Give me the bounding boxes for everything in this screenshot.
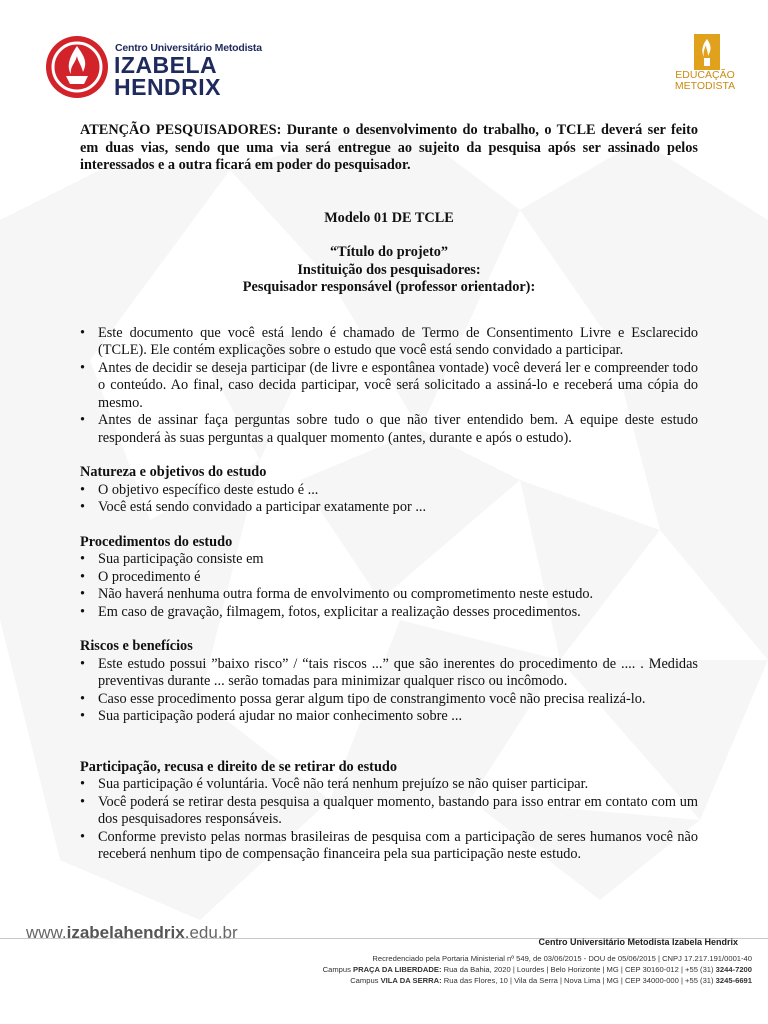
page-header xyxy=(0,0,768,110)
campus-vila-line xyxy=(323,975,752,986)
list-item: • O objetivo específico deste estudo é ... xyxy=(80,482,698,500)
list-item: • O procedimento é xyxy=(80,569,698,587)
accreditation-line: Recredenciado pela Portaria Ministerial nº 549, de 03/06/2015 - DOU de 05/06/2015 | CNPJ 17.217.191/0001-40 xyxy=(372,954,752,963)
section-heading-participacao: Participação, recusa e direito de se retirar do estudo xyxy=(80,758,397,775)
list-item: • Sua participação consiste em xyxy=(80,551,698,569)
website-suffix: .edu.br xyxy=(184,923,238,942)
intro-list xyxy=(80,325,698,448)
list-item: • Você está sendo convidado a participar exatamente por ... xyxy=(80,499,698,517)
campus-label: Campus xyxy=(350,976,381,985)
section-heading-natureza: Natureza e objetivos do estudo xyxy=(80,464,267,480)
project-title: “Título do projeto” xyxy=(329,244,449,260)
campus-name: VILA DA SERRA: xyxy=(380,976,442,985)
campus-phone: 3245-6691 xyxy=(715,976,752,985)
list-item: • Caso esse procedimento possa gerar algum tipo de constrangimento você não precisa realizá-lo. xyxy=(80,691,698,709)
institution-subtitle: Centro Universitário Metodista xyxy=(115,42,262,54)
flame-emblem-icon xyxy=(44,34,110,100)
educacao-label: EDUCAÇÃO xyxy=(675,69,735,81)
campus-name: PRAÇA DA LIBERDADE: xyxy=(353,965,442,974)
list-item: • Não haverá nenhuma outra forma de envolvimento ou comprometimento neste estudo. xyxy=(80,586,698,604)
campus-label: Campus xyxy=(322,965,354,974)
list-item: • Sua participação poderá ajudar no maior conhecimento sobre ... xyxy=(80,708,698,726)
section-heading-procedimentos: Procedimentos do estudo xyxy=(80,533,233,550)
educacao-metodista-logo xyxy=(676,34,738,98)
riscos-list xyxy=(80,656,698,726)
footer-org-name: Centro Universitário Metodista Izabela Hendrix xyxy=(538,937,738,947)
list-item: • Este documento que você está lendo é chamado de Termo de Consentimento Livre e Esclarecido (TCLE). Ele contém explicações sobre o estudo que você está sendo convidado a participar. xyxy=(80,325,698,360)
procedimentos-list xyxy=(80,551,698,621)
campus-address: Rua da Bahia, 2020 | Lourdes | Belo Horizonte | MG | CEP 30160-012 | +55 (31) xyxy=(441,965,716,974)
campus-address: Rua das Flores, 10 | Vila da Serra | Nova Lima | MG | CEP 34000-000 | +55 (31) xyxy=(441,976,716,985)
campus-praca-line xyxy=(323,964,752,975)
page-footer xyxy=(0,920,768,1024)
list-item: • Sua participação é voluntária. Você não terá nenhum prejuízo se não quiser participar. xyxy=(80,776,698,794)
natureza-list xyxy=(80,482,698,517)
model-title: Modelo 01 DE TCLE xyxy=(324,209,454,226)
list-item: • Conforme previsto pelas normas brasileiras de pesquisa com a participação de seres humanos você não receberá nenhum tipo de compensação financeira pela sua participação neste estudo. xyxy=(80,829,698,864)
institution-name-line2: HENDRIX xyxy=(114,74,222,100)
section-heading-riscos: Riscos e benefícios xyxy=(80,638,193,654)
metodista-label: METODISTA xyxy=(674,80,736,92)
izabela-hendrix-logo xyxy=(44,34,262,104)
institution-label: Instituição dos pesquisadores: xyxy=(297,261,481,278)
researcher-label: Pesquisador responsável (professor orientador): xyxy=(242,279,536,295)
footer-address-block xyxy=(323,953,752,986)
website-link[interactable] xyxy=(26,923,238,943)
website-domain: izabelahendrix xyxy=(66,923,185,942)
participacao-list xyxy=(80,776,698,864)
list-item: • Este estudo possui ”baixo risco” / “tais riscos ...” que são inerentes do procedimento de .... . Medidas preventivas durante ... serão tomadas para minimizar qualquer risco ou incômodo. xyxy=(80,656,698,691)
torch-icon xyxy=(694,34,720,70)
website-prefix: www. xyxy=(26,923,67,942)
attention-notice: ATENÇÃO PESQUISADORES: Durante o desenvolvimento do trabalho, o TCLE deverá ser feito em duas vias, sendo que uma via será entregue ao sujeito da pesquisa após ser assinado pelos interessados e a outra ficará em poder do pesquisador. xyxy=(80,122,698,173)
list-item: • Antes de assinar faça perguntas sobre tudo o que não tiver entendido bem. A equipe deste estudo responderá às suas perguntas a qualquer momento (antes, durante e após o estudo). xyxy=(80,412,698,447)
list-item: • Em caso de gravação, filmagem, fotos, explicitar a realização desses procedimentos. xyxy=(80,604,698,622)
list-item: • Você poderá se retirar desta pesquisa a qualquer momento, bastando para isso entrar em contato com um dos pesquisadores responsáveis. xyxy=(80,794,698,829)
campus-phone: 3244-7200 xyxy=(715,965,752,974)
institution-name-line1: IZABELA xyxy=(114,52,218,78)
document-body xyxy=(80,122,698,864)
list-item: • Antes de decidir se deseja participar (de livre e espontânea vontade) você deverá ler e compreender todo o conteúdo. Ao final, caso decida participar, você será solicitado a assiná-lo e receberá uma cópia do mesmo. xyxy=(80,360,698,413)
